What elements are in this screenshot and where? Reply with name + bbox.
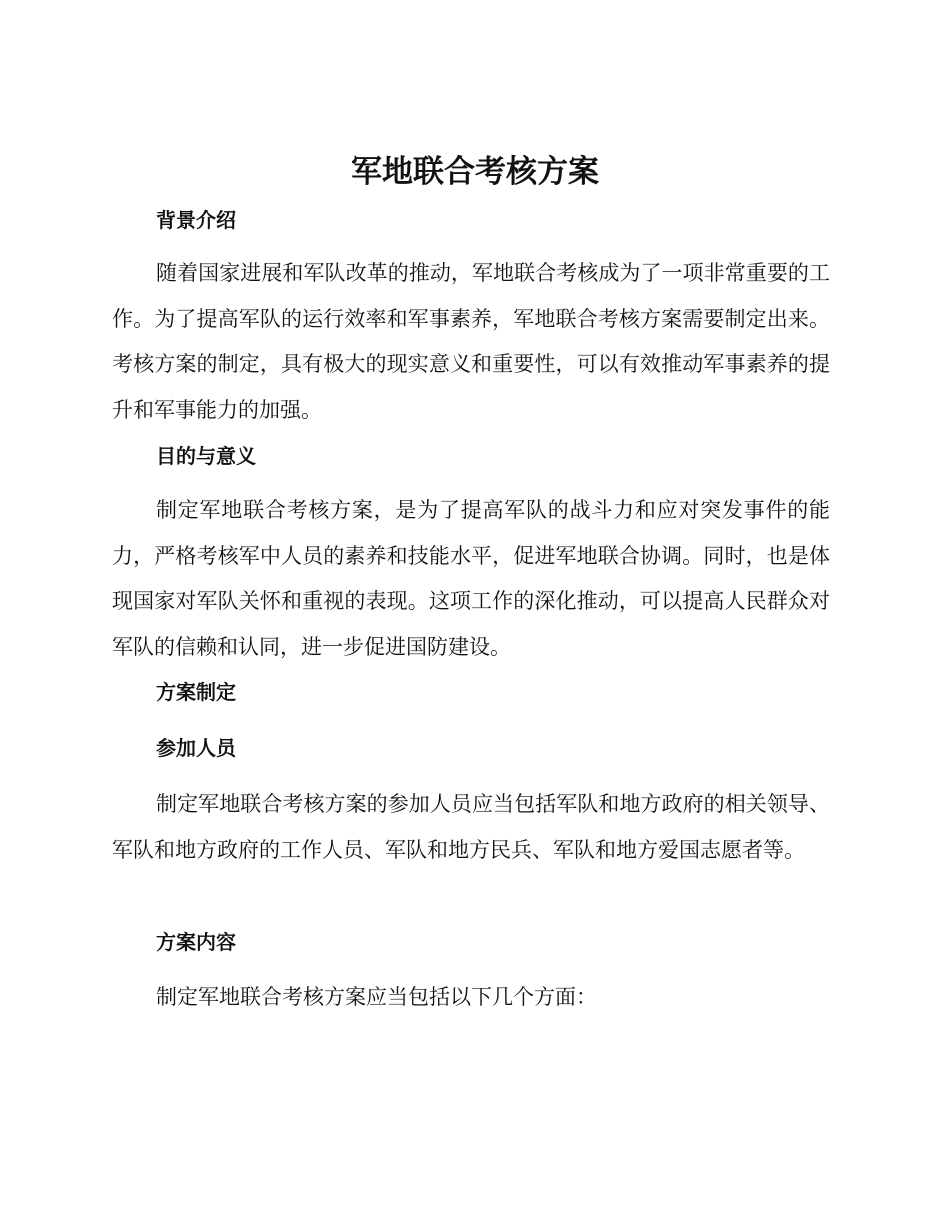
section-heading-participants: 参加人员 (156, 736, 236, 760)
section-paragraph-content: 制定军地联合考核方案应当包括以下几个方面： (156, 985, 597, 1009)
page-title: 军地联合考核方案 (351, 154, 599, 190)
section-heading-plan: 方案制定 (156, 680, 236, 704)
section-heading-purpose: 目的与意义 (156, 444, 256, 468)
section-paragraph-background: 随着国家进展和军队改革的推动，军地联合考核成为了一项非常重要的工作。为了提高军队的运行效率和军事素养，军地联合考核方案需要制定出来。考核方案的制定，具有极大的现实意义和重要性，可以有效推动军事素养的提升和军事能力的加强。 (112, 261, 830, 422)
section-heading-content: 方案内容 (156, 930, 236, 954)
section-heading-background: 背景介绍 (156, 208, 236, 232)
section-paragraph-purpose: 制定军地联合考核方案，是为了提高军队的战斗力和应对突发事件的能力，严格考核军中人员的素养和技能水平，促进军地联合协调。同时，也是体现国家对军队关怀和重视的表现。这项工作的深化推动，可以提高人民群众对军队的信赖和认同，进一步促进国防建设。 (112, 498, 830, 659)
section-paragraph-participants: 制定军地联合考核方案的参加人员应当包括军队和地方政府的相关领导、军队和地方政府的工作人员、军队和地方民兵、军队和地方爱国志愿者等。 (112, 792, 830, 862)
